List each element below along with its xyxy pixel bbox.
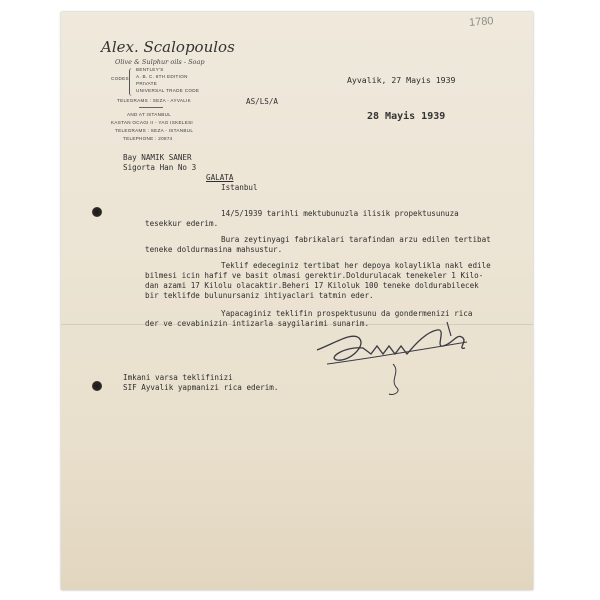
letter-page: [61, 12, 533, 590]
body-line: Bura zeytinyagi fabrikalari tarafindan arzu edilen tertibat: [221, 235, 491, 244]
branch-telegrams: TELEGRAMS : SEZA - ISTANBUL: [115, 128, 194, 133]
signature: [297, 302, 497, 397]
body-line: dan azami 17 Kilolu olacaktir.Beheri 17 Kiloluk 100 teneke doldurabilecek: [145, 281, 479, 290]
body-line: Teklif edeceginiz tertibat her depoya kolaylikla nakl edile: [221, 261, 491, 270]
code-abc: A. B. C. 6TH EDITION: [136, 74, 188, 79]
pencil-number: 1780: [468, 15, 494, 29]
branch-title: AND AT ISTANBUL: [127, 112, 172, 117]
body-line: der ve cevabinizin intizarla saygilarimi sunarim.: [145, 319, 370, 328]
dateline: Ayvalik, 27 Mayis 1939: [347, 75, 456, 85]
codes-brace: [129, 68, 134, 96]
body-line: tesekkur ederim.: [145, 219, 219, 228]
punch-hole: [92, 381, 102, 391]
recipient-district: GALATA: [206, 173, 234, 182]
received-date-stamp: 28 Mayis 1939: [367, 111, 446, 122]
recipient-city: Istanbul: [221, 183, 258, 192]
reference-code: AS/LS/A: [246, 97, 279, 106]
company-tagline: Olive & Sulphur oils - Soap: [115, 58, 205, 66]
body-line: bir teklifde bulunursaniz ihtiyaclari tatmin eder.: [145, 291, 374, 300]
body-line: bilmesi icin hafif ve basit olmasi gerektir.Doldurulacak tenekeler 1 Kilo-: [145, 271, 484, 280]
divider: [139, 107, 163, 108]
code-private: PRIVATE: [136, 81, 158, 86]
postscript-line: Imkani varsa teklifinizi: [123, 373, 233, 382]
company-name: Alex. Scalopoulos: [101, 38, 235, 56]
code-bentleys: BENTLEY'S: [136, 67, 164, 72]
codes-label: CODES: [111, 76, 129, 81]
branch-telephone: TELEPHONE : 20874: [123, 136, 173, 141]
body-line: 14/5/1939 tarihli mektubunuzla ilisik propektusunuza: [221, 209, 459, 218]
punch-hole: [92, 207, 102, 217]
branch-address: KASTAN OCAGI II - YAG ISKELESI: [111, 120, 194, 125]
code-universal: UNIVERSAL TRADE CODE: [136, 88, 200, 93]
body-line: teneke doldurmasina mahsustur.: [145, 245, 283, 254]
postscript-line: SIF Ayvalik yapmanizi rica ederim.: [123, 383, 279, 392]
recipient-address: Sigorta Han No 3: [123, 163, 197, 172]
recipient-name: Bay NAMIK SANER: [123, 153, 192, 162]
body-line: Yapacaginiz teklifin prospektusunu da gondermenizi rica: [221, 309, 473, 318]
telegrams-line: TELEGRAMS : SEZA - AYVALIK: [117, 98, 192, 103]
